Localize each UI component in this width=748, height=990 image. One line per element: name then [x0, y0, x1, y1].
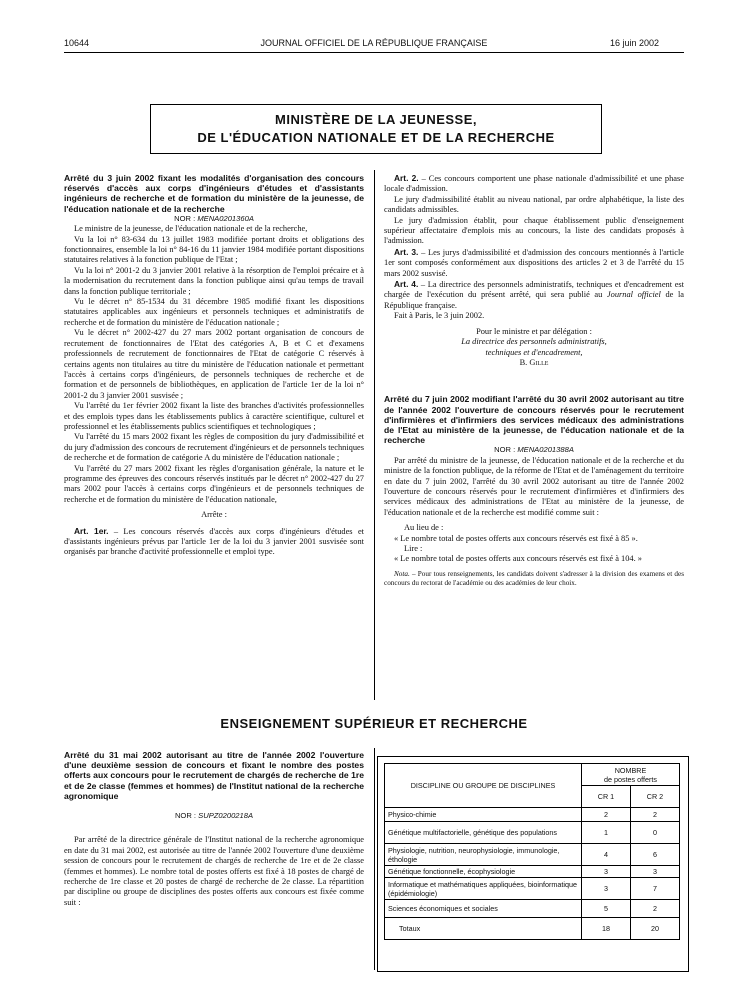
- table-row: [385, 822, 680, 844]
- row-cr2: 0: [630, 822, 679, 844]
- col-header-nombre: [582, 764, 680, 786]
- quote-new: « Le nombre total de postes offerts aux concours réservés est fixé à 104. »: [394, 554, 642, 564]
- article-4: [384, 279, 684, 311]
- row-label: Génétique multifactorielle, génétique des populations: [385, 822, 582, 844]
- row-cr1: 3: [582, 878, 631, 900]
- column-divider: [374, 170, 375, 700]
- article-3: [384, 247, 684, 279]
- directrice-line1: [384, 337, 684, 347]
- row-label: Génétique fonctionnelle, écophysiologie: [385, 866, 582, 878]
- article-2-para: Le jury d'admission établit, pour chaque établissement public d'enseignement supérieur affectataire d'emplois mis au concours, la liste des candidats proposés à l'admission.: [384, 215, 684, 246]
- article-1-text: – Les concours réservés d'accès aux corps d'ingénieurs d'études et d'assistants ingénieurs prévus par l'article 1er de la loi du 3 janvier 2001 susvisée sont organisés par branche d'activité professionnelle et emploi type.: [64, 526, 364, 557]
- signature: B. Gille: [519, 357, 549, 367]
- row-label: Physiologie, nutrition, neurophysiologie, immunologie, éthologie: [385, 844, 582, 866]
- ministry-line2: DE L'ÉDUCATION NATIONALE ET DE LA RECHERCHE: [197, 130, 555, 145]
- nombre-line1: NOMBRE: [614, 765, 647, 775]
- row-cr1: 1: [582, 822, 631, 844]
- table-total-row: [385, 918, 680, 940]
- article-3-text: – Les jurys d'admissibilité et d'admission des concours mentionnés à l'article 1er sont composés conformément aux dispositions des articles 2 et 3 de l'arrêté du 15 mars 2002 susvisé.: [384, 247, 684, 278]
- arrete1-para: Vu le décret n° 85-1534 du 31 décembre 1985 modifié fixant les dispositions statutaires applicables aux ingénieurs et personnels techniques et administratifs de recherche et de formation du ministère de l'éducation nationale ;: [64, 297, 364, 327]
- arrete1-para: Vu le décret n° 2002-427 du 27 mars 2002 portant organisation de concours de recrutement de fonctionnaires de l'Etat des catégories A, B et C et d'examens professionnels de recrutement de fonctionnaires de l'Etat de catégorie C réservés à certains agents non titulaires au titre du ministère de l'éducation nationale et permettant l'accès à certains corps d'ingénieurs, de personnels techniques de recherche et de formation et de personnels de bibliothèques, en application de l'article 1er de la loi n° 2001-2 du 3 janvier 2001 susvisée ;: [64, 328, 364, 400]
- delegation-line: Pour le ministre et par délégation :: [476, 326, 592, 336]
- lower-left-column: [64, 750, 364, 908]
- arrete2-title: Arrêté du 7 juin 2002 modifiant l'arrêté du 30 avril 2002 autorisant au titre de l'année 2002 l'ouverture de concours réservés pour le recrutement d'infirmières et d'infirmiers des services médicaux des administrations de l'Etat au ministère de la jeunesse, de l'éducation nationale et de la recherche: [384, 394, 684, 446]
- header-rule: [64, 52, 684, 53]
- article-4-label: Art. 4.: [394, 279, 419, 290]
- directrice-line2: [384, 348, 684, 358]
- article-2-para: Le jury d'admissibilité établit au niveau national, par ordre alphabétique, la liste des candidats admissibles.: [384, 194, 684, 215]
- row-cr2: 3: [630, 866, 679, 878]
- row-label: Sciences économiques et sociales: [385, 900, 582, 918]
- ministry-line1: MINISTÈRE DE LA JEUNESSE,: [275, 112, 477, 127]
- arrete3-nor: [64, 811, 364, 821]
- table-row: [385, 844, 680, 866]
- nor-label: NOR :: [174, 213, 198, 223]
- row-cr2: 6: [630, 844, 679, 866]
- total-label: Totaux: [385, 918, 582, 940]
- nor-code: SUPZ0200218A: [198, 811, 254, 821]
- disciplines-table: [384, 763, 680, 940]
- journal-officiel-ref: Journal officiel: [606, 290, 661, 300]
- arrete-label: Arrête :: [201, 510, 227, 520]
- article-1: [64, 526, 364, 558]
- arrete1-title: Arrêté du 3 juin 2002 fixant les modalités d'organisation des concours réservés d'accès aux corps d'ingénieurs d'études et d'assistants ingénieurs de recherche et de formation du ministère de la jeunesse, de l'éducation nationale et de la recherche: [64, 173, 364, 214]
- arrete2-para: Par arrêté du ministre de la jeunesse, de l'éducation nationale et de la recherche et du ministre de la fonction publique, de la réforme de l'Etat et de l'aménagement du territoire en date du 7 juin 2002, l'arrêté du 30 avril 2002 autorisant au titre de l'année 2002 l'ouverture de concours réservés pour le recrutement d'infirmières et d'infirmiers des services médicaux des administrations de l'Etat au ministère de la jeunesse, de l'éducation nationale et de la recherche est modifié comme suit :: [384, 455, 684, 517]
- arrete1-para: Vu l'arrêté du 27 mars 2002 fixant les règles d'organisation générale, la nature et le programme des épreuves des concours réservés institués par le décret n° 2002-427 du 27 mars 2002 pour l'accès à certains corps d'ingénieurs et de personnels techniques de recherche et de formation du ministère de l'éducation nationale,: [64, 463, 364, 504]
- article-4-text-a: – La directrice des personnels administratifs, techniques et d'encadrement est chargée de l'exécution du présent arrêté, qui sera publié au: [384, 280, 684, 300]
- fait-a-paris: Fait à Paris, le 3 juin 2002.: [394, 311, 485, 321]
- row-cr2: 7: [630, 878, 679, 900]
- arrete1-para: Vu la loi n° 83-634 du 13 juillet 1983 modifiée portant droits et obligations des fonctionnaires, ensemble la loi n° 84-16 du 11 janvier 1984 modifiée portant dispositions statutaires relatives à la fonction publique de l'Etat ;: [64, 234, 364, 265]
- row-label: Informatique et mathématiques appliquées, bioinformatique (épidémiologie): [385, 878, 582, 900]
- arrete1-para: Vu l'arrêté du 1er février 2002 fixant la liste des branches d'activités professionnelles et des emplois types dans les établissements publics à caractère scientifique, culturel et professionnel et les établissements publics scientifiques et technologiques ;: [64, 401, 364, 431]
- directrice-text1: La directrice des personnels administratifs,: [461, 337, 607, 347]
- au-lieu-de: Au lieu de :: [404, 523, 444, 533]
- article-2-label: Art. 2.: [394, 173, 419, 183]
- total-cr2: 20: [630, 918, 679, 940]
- arrete3-para: Par arrêté de la directrice générale de l'Institut national de la recherche agronomique en date du 31 mai 2002, est autorisée au titre de l'année 2002 l'ouverture d'une deuxième session de concours pour le recrutement de chargés de recherche de 1re et de 2e classe (femmes et hommes). Le nombre total de postes offerts est fixé à 18 postes de chargé de recherche de 1re classe et 20 postes de chargé de recherche de 2e classe. La répartition par discipline ou groupe de disciplines des postes offerts aux concours est fixée comme suit :: [64, 835, 364, 907]
- nota-label: Nota.: [394, 569, 410, 578]
- arrete2-nor: [384, 445, 684, 455]
- col-header-cr2: CR 2: [630, 786, 679, 808]
- row-cr1: 4: [582, 844, 631, 866]
- article-1-label: Art. 1er.: [74, 525, 109, 536]
- row-cr1: 5: [582, 900, 631, 918]
- nor-code: MENA0201360A: [197, 213, 254, 223]
- arrete1-nor: [64, 214, 364, 224]
- row-cr1: 2: [582, 808, 631, 822]
- table-row: [385, 866, 680, 878]
- col-header-discipline: DISCIPLINE OU GROUPE DE DISCIPLINES: [385, 764, 582, 808]
- nor-label: NOR :: [494, 445, 518, 455]
- nombre-line2: de postes offerts: [603, 774, 657, 784]
- table-row: [385, 808, 680, 822]
- nor-code: MENA0201388A: [517, 445, 574, 455]
- nor-label: NOR :: [174, 811, 199, 821]
- right-column: [384, 173, 684, 588]
- issue-date: 16 juin 2002: [610, 38, 660, 48]
- arrete1-para: Vu l'arrêté du 15 mars 2002 fixant les règles de composition du jury d'admissibilité et du jury d'admission des concours de recrutement d'ingénieurs et de personnels techniques de recherche et de formation de catégorie A du ministère de l'éducation nationale ;: [64, 432, 365, 463]
- ministry-heading: [150, 104, 602, 154]
- row-cr2: 2: [630, 808, 679, 822]
- quote-old: « Le nombre total de postes offerts aux concours réservés est fixé à 85 ».: [394, 533, 638, 543]
- page-number: 10644: [64, 38, 90, 48]
- article-2-text: – Ces concours comportent une phase nationale d'admissibilité et une phase locale d'admission.: [384, 174, 684, 194]
- article-3-label: Art. 3.: [394, 246, 419, 257]
- arrete1-para: Vu la loi n° 2001-2 du 3 janvier 2001 relative à la résorption de l'emploi précaire et à la modernisation du recrutement dans la fonction publique ainsi qu'au temps de travail dans la fonction publique territoriale ;: [64, 265, 364, 296]
- arrete1-para: Le ministre de la jeunesse, de l'éducation nationale et de la recherche,: [74, 224, 308, 234]
- left-column: [64, 173, 364, 558]
- nota-text: – Pour tous renseignements, les candidats doivent s'adresser à la division des examens et des concours du rectorat de l'académie ou des académies de leur choix.: [384, 569, 684, 587]
- row-label: Physico-chimie: [385, 808, 582, 822]
- table-row: [385, 878, 680, 900]
- row-cr2: 2: [630, 900, 679, 918]
- column-divider-lower: [374, 748, 375, 970]
- row-cr1: 3: [582, 866, 631, 878]
- arrete3-title: Arrêté du 31 mai 2002 autorisant au titre de l'année 2002 l'ouverture d'une deuxième session de concours et fixant le nombre des postes offerts aux concours pour le recrutement de chargés de recherche de 1re et de 2e classe (femmes et hommes) de l'Institut national de la recherche agronomique: [64, 750, 364, 801]
- nota: [384, 570, 684, 588]
- table-row: [385, 900, 680, 918]
- article-2: [384, 173, 684, 195]
- total-cr1: 18: [582, 918, 631, 940]
- section-heading: ENSEIGNEMENT SUPÉRIEUR ET RECHERCHE: [220, 716, 528, 731]
- journal-title: JOURNAL OFFICIEL DE LA RÉPUBLIQUE FRANÇAISE: [260, 38, 488, 48]
- article-4-text-b: de la République française.: [384, 290, 684, 310]
- col-header-cr1: CR 1: [582, 786, 631, 808]
- lire: Lire :: [404, 543, 423, 553]
- directrice-text2: techniques et d'encadrement,: [485, 347, 583, 357]
